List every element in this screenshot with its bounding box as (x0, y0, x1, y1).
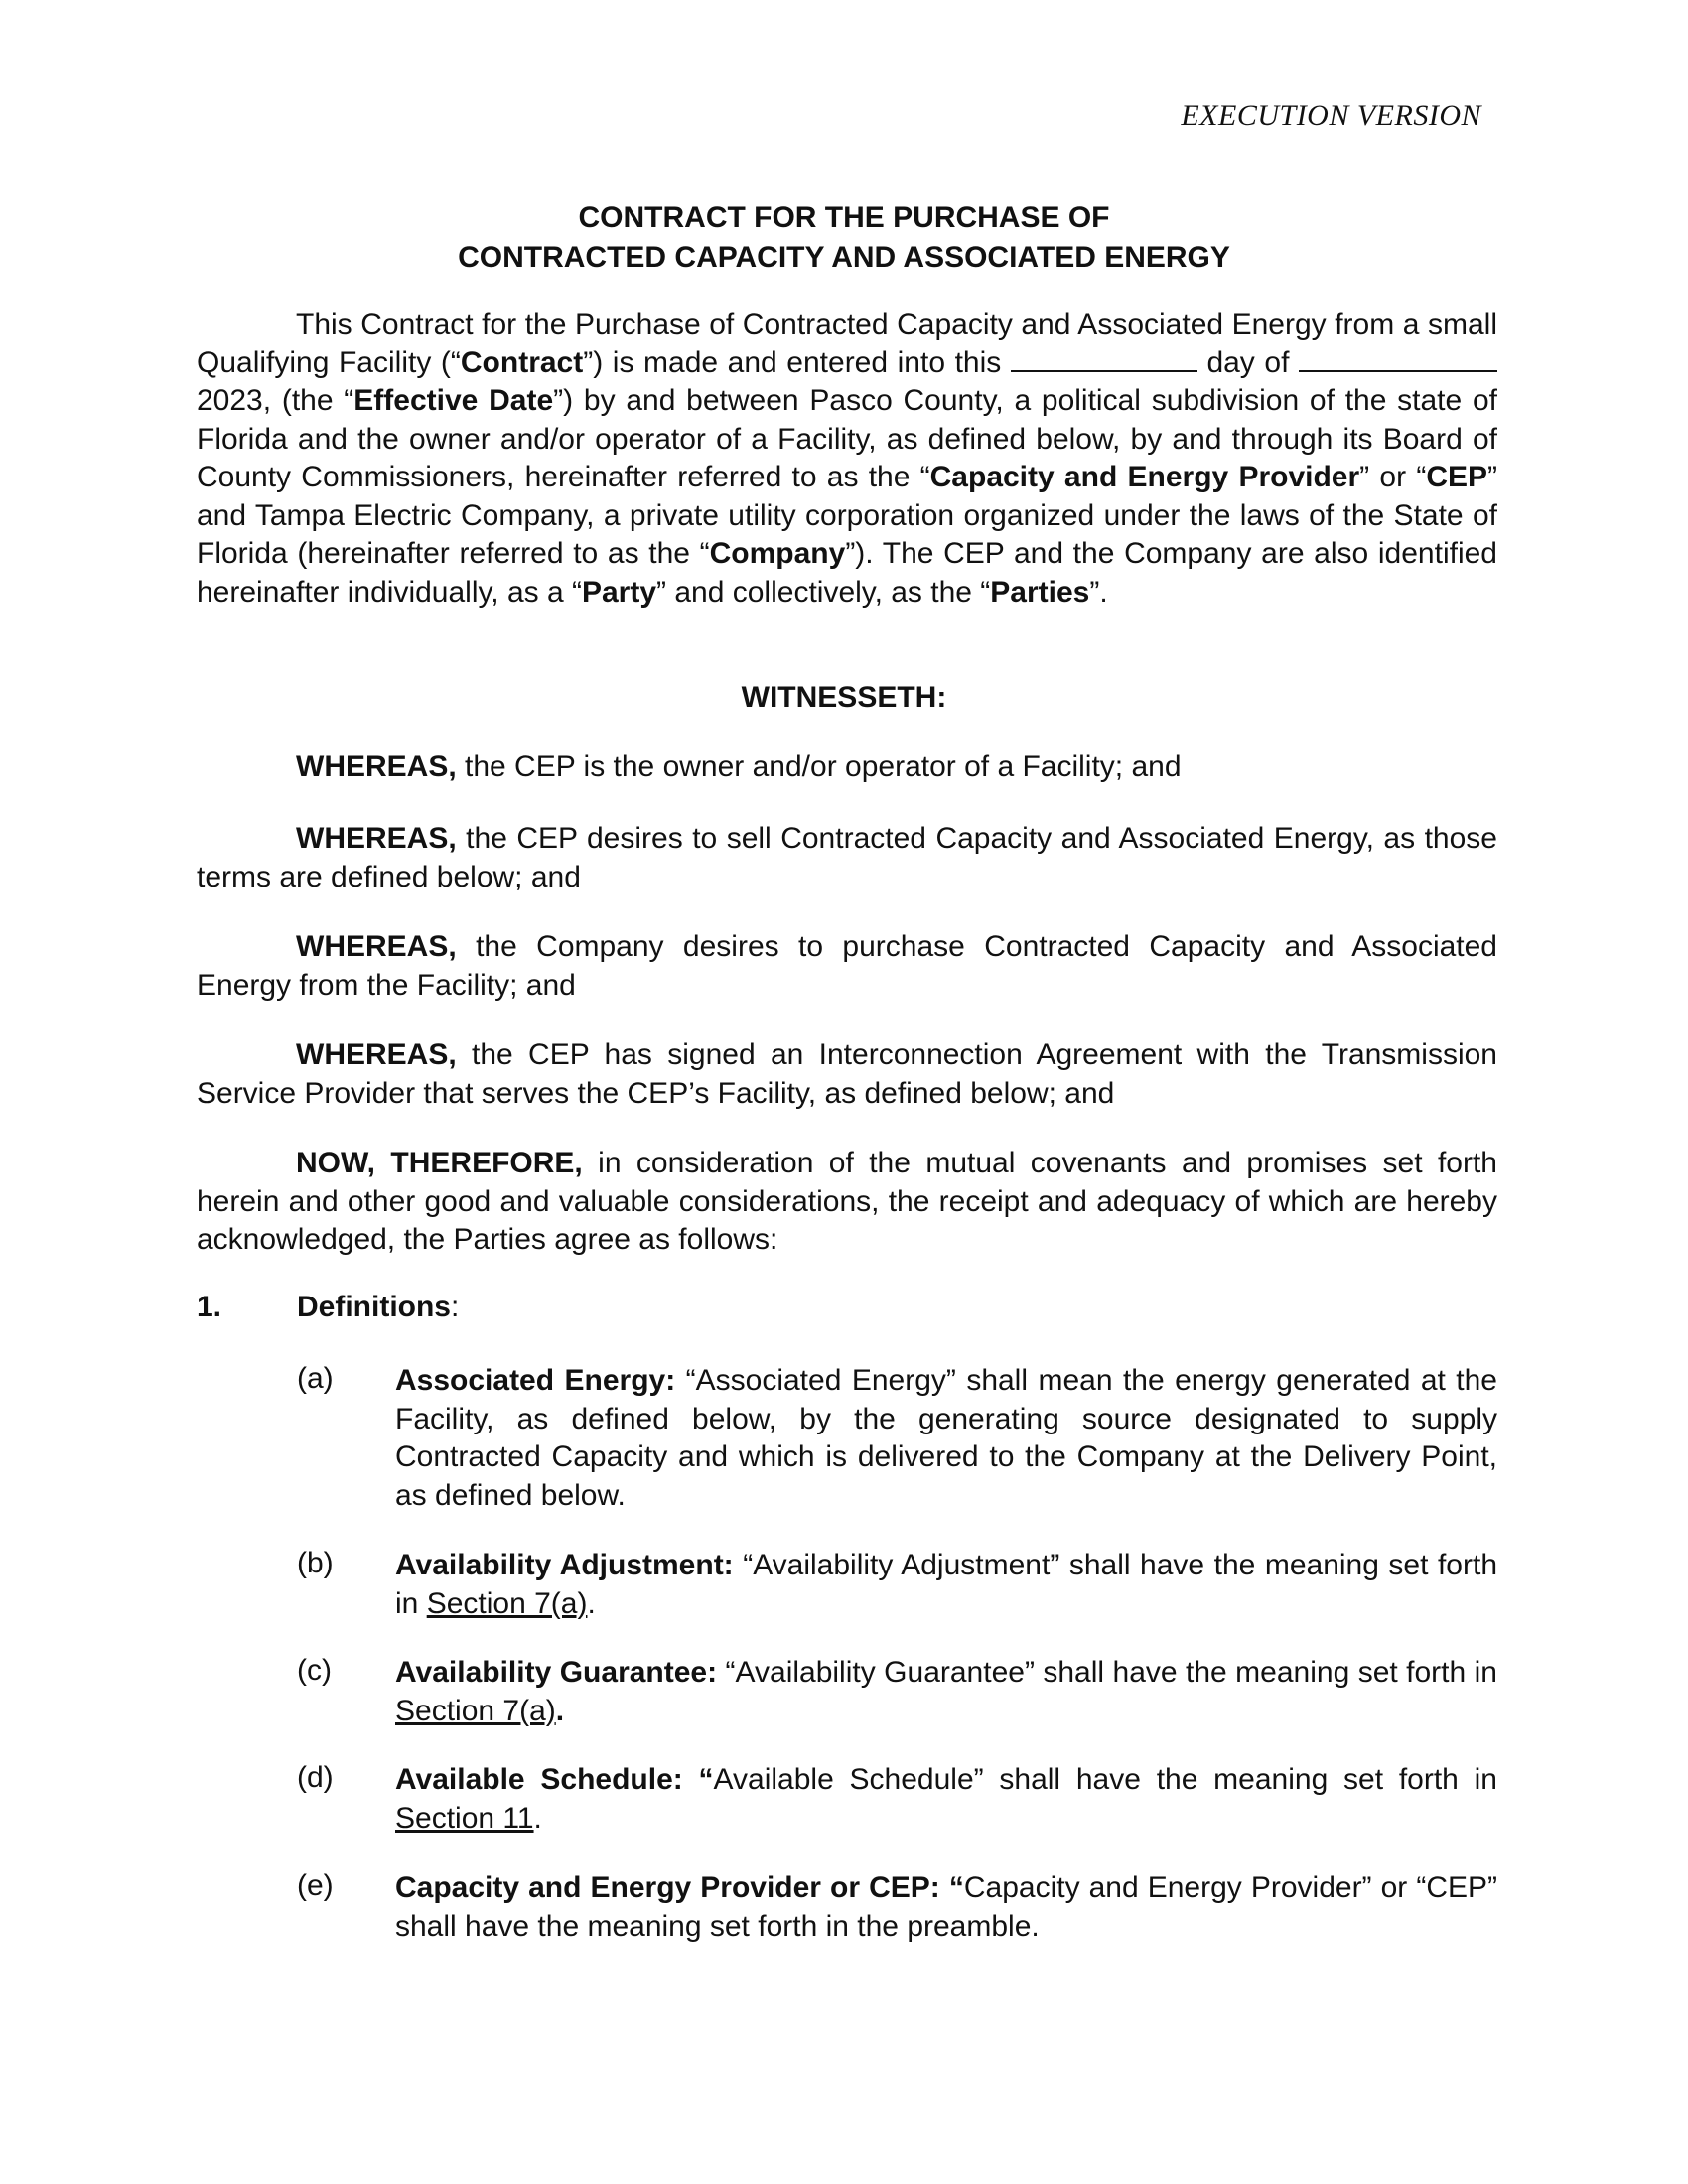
recital-text: the CEP has signed an Interconnection Agreement with the Transmission Service Provider that serves the CEP’s Facility, as defined below; and (197, 1038, 1497, 1110)
defined-term-party: Party (581, 575, 657, 609)
recital-text: in consideration of the mutual covenants and promises set forth herein and other good and valuable considerations, the receipt and adequacy of which are hereby acknowledged, the Parties agree as follows: (197, 1147, 1497, 1256)
section-reference-link[interactable]: Section 7(a) (426, 1586, 588, 1620)
definition-text: “Availability Guarantee” shall have the meaning set forth in (717, 1656, 1497, 1689)
definition-term: Availability Guarantee: (395, 1656, 718, 1689)
definition-end: . (533, 1801, 542, 1835)
preamble-text: ”) is made and entered into this (583, 345, 1011, 379)
section-title-text: Definitions (297, 1291, 451, 1323)
recital-text: the CEP desires to sell Contracted Capacity and Associated Energy, as those terms are defined below; and (197, 822, 1497, 893)
definition-b (395, 1547, 1497, 1623)
defined-term-parties: Parties (990, 575, 1090, 609)
execution-version-header: EXECUTION VERSION (1181, 99, 1481, 132)
definition-text: “Associated Energy” shall mean the energy generated at the Facility, as defined below, by the generating source designated to supply Contracted Capacity and which is delivered to the Company at the Delivery Point, as defined below. (395, 1364, 1497, 1512)
definition-end: . (555, 1694, 565, 1727)
recital-4 (197, 1036, 1497, 1113)
preamble-text: ” and Tampa Electric Company, a private utility corporation organized under the laws of the State of Florida (hereinafter referred to as the “ (197, 461, 1497, 570)
preamble-text: ” or “ (1359, 461, 1427, 493)
definition-d (395, 1761, 1497, 1838)
preamble-paragraph (197, 306, 1497, 612)
definition-term: Available Schedule: (395, 1763, 683, 1796)
recital-lead: WHEREAS, (296, 822, 457, 855)
preamble-text: day of (1196, 345, 1299, 379)
definition-term: Associated Energy: (395, 1364, 676, 1397)
defined-term-effective-date: Effective Date (353, 384, 554, 417)
preamble-text: ”. (1089, 575, 1108, 609)
contract-title (0, 199, 1688, 278)
definition-term-quote: “ (682, 1763, 714, 1796)
preamble-text: 2023, (the “ (197, 384, 354, 417)
definition-text: Capacity and Energy Provider” or “CEP” shall have the meaning set forth in the preamble. (395, 1871, 1497, 1943)
definition-term: Capacity and Energy Provider or CEP: (395, 1871, 940, 1904)
definition-label-c: (c) (297, 1654, 332, 1687)
definition-term-quote: “ (939, 1871, 964, 1904)
definition-end: . (587, 1586, 596, 1620)
now-therefore-clause (197, 1145, 1497, 1260)
defined-term-contract: Contract (460, 345, 584, 379)
recital-2 (197, 820, 1497, 896)
definition-label-b: (b) (297, 1547, 334, 1579)
definition-text: Available Schedule” shall have the meaning set forth in (713, 1763, 1497, 1796)
defined-term-cep: CEP (1426, 461, 1487, 493)
section-title-colon: : (451, 1291, 460, 1323)
definition-label-d: (d) (297, 1761, 334, 1794)
recital-lead: WHEREAS, (296, 930, 457, 963)
definition-label-a: (a) (297, 1362, 334, 1395)
day-blank-line (1011, 344, 1197, 372)
title-line-2: CONTRACTED CAPACITY AND ASSOCIATED ENERGY (458, 241, 1230, 274)
preamble-text: ”). The CEP and the Company are also identified hereinafter individually, as a “ (197, 537, 1497, 609)
section-reference-link[interactable]: Section 7(a) (395, 1694, 556, 1727)
preamble-text: ”) by and between Pasco County, a political subdivision of the state of Florida and the owner and/or operator of a Facility, as defined below, by and through its Board of County Commissioners, hereinafter referred to as the “ (197, 384, 1497, 493)
recital-lead: NOW, THEREFORE, (296, 1147, 583, 1179)
definition-text: “Availability Adjustment” shall have the meaning set forth in (395, 1549, 1498, 1620)
recital-text: the Company desires to purchase Contracted Capacity and Associated Energy from the Facility; and (197, 930, 1497, 1002)
recital-lead: WHEREAS, (296, 751, 457, 783)
section-title (297, 1291, 459, 1324)
preamble-text: This Contract for the Purchase of Contracted Capacity and Associated Energy from a small Qualifying Facility (“ (197, 308, 1497, 379)
definition-label-e: (e) (297, 1869, 334, 1902)
definition-term: Availability Adjustment: (395, 1549, 734, 1581)
definition-c (395, 1654, 1497, 1730)
recital-1 (197, 749, 1497, 787)
defined-term-company: Company (709, 537, 846, 570)
recital-lead: WHEREAS, (296, 1038, 457, 1071)
witnesseth-heading: WITNESSETH: (741, 681, 947, 714)
definition-a (395, 1362, 1497, 1515)
month-blank-line (1299, 344, 1497, 372)
section-reference-link[interactable]: Section 11 (395, 1801, 534, 1835)
section-number: 1. (197, 1291, 222, 1323)
preamble-text: ” and collectively, as the “ (656, 575, 991, 609)
recital-3 (197, 928, 1497, 1005)
defined-term-cep-full: Capacity and Energy Provider (929, 461, 1360, 493)
title-line-1: CONTRACT FOR THE PURCHASE OF (578, 202, 1110, 234)
recital-text: the CEP is the owner and/or operator of a Facility; and (456, 751, 1182, 783)
definition-e (395, 1869, 1497, 1946)
